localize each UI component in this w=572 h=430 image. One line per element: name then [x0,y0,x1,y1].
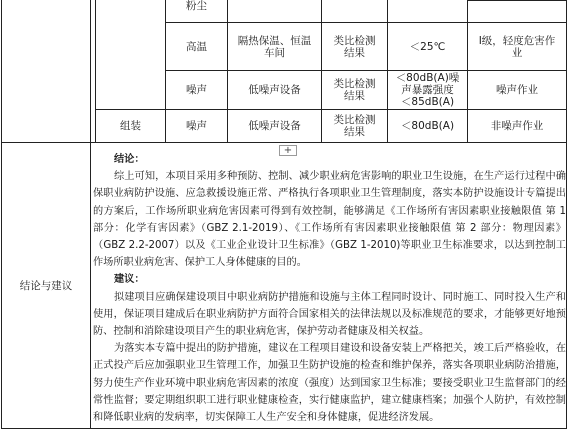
table-border-bottom [1,428,567,429]
table-cell-category: 组装 [120,120,141,132]
conclusion-suggestion-text [93,151,566,426]
table-cell-source: 隔热保温、恒温 车间 [237,34,312,59]
table-cell-measure: 类比检测 结果 [333,114,376,138]
table-cell-measure: 类比检测 结果 [333,78,376,102]
section-label-conclusion-suggestion: 结论与建议 [19,279,73,292]
suggestion-paragraph-2: 为落实本专篇中提出的防护措施，建议在工程项目建设和设备安装上严格把关，竣工后严格验收，在正式投产后应加强职业卫生管理工作，加强卫生防护设施的检查和维护保养，落实各项职业病防治措施，努力使生产作业环境中职业病危害因素的浓度（强度）达到国家卫生标准；要接受职业卫生监督部门的经常性监督；要定期组织职工进行职业健康检查，实行健康监护，建立健康档案；加强个人防护，有效控制和降低职业病的发病率，切实保障工人生产安全和身体健康，促进经济发展。 [93,343,566,424]
table-cell-factor: 粉尘 [186,0,207,12]
table-cell-source: 低噪声设备 [248,120,301,132]
table-cell-source: 低噪声设备 [248,84,301,96]
table-cell-result: ＜25℃ [409,40,446,53]
table-col-divider [90,0,91,429]
table-cell-grade: Ⅰ级，轻度危害作 业 [478,34,556,59]
table-cell-factor: 噪声 [186,84,207,96]
table-border-right [566,0,567,429]
table-cell-result: ＜80dB(A) [400,120,455,132]
table-cell-factor: 高温 [186,40,207,53]
table-border-top-right [467,0,567,1]
suggestion-paragraph-1: 拟建项目应确保建设项目中职业病防护措施和设施与主体工程同时设计、同时施工、同时投入生产和使用，保证项目建成后在职业病防护方面符合国家相关的法律法规以及标准规范的要求，才能够更好地预防、控制和消除建设项目产生的职业病危害，保护劳动者健康及相关权益。 [93,291,566,338]
table-cell-result: ＜80dB(A)噪 声暴露强度 ＜85dB(A) [395,72,460,108]
table-cell-measure: 类比检测 结果 [333,34,376,59]
conclusion-heading: 结论： [114,154,145,165]
conclusion-paragraph: 综上可知，本项目采用多种预防、控制、减少职业病危害影响的职业卫生设施，在生产运行过程中确保职业病防护设施、应急救援设施正常、严格执行各项职业卫生管理制度，落实本防护设施设计专篇提出的方案后，工作场所职业病危害因素可得到有效控制，能够满足《工作场所有害因素职业接触限值 第 1 部分：化学有害因素》（GBZ 2.1-2019）、《工作场所有害因素职业接触限值 第 2 部分：物理因素》（GBZ 2.2-2007）以及《工业企业设计卫生标准》（GBZ 1-2010)等职业卫生标准要求，以达到控制工作场所职业病危害、保护工人身体健康的目的。 [93,171,566,269]
table-cell-factor: 噪声 [186,120,207,132]
add-row-button[interactable]: + [279,145,297,156]
table-cell-grade: 噪声作业 [496,84,538,96]
table-cell-grade: 非噪声作业 [490,120,544,132]
suggestion-heading: 建议： [114,274,145,286]
